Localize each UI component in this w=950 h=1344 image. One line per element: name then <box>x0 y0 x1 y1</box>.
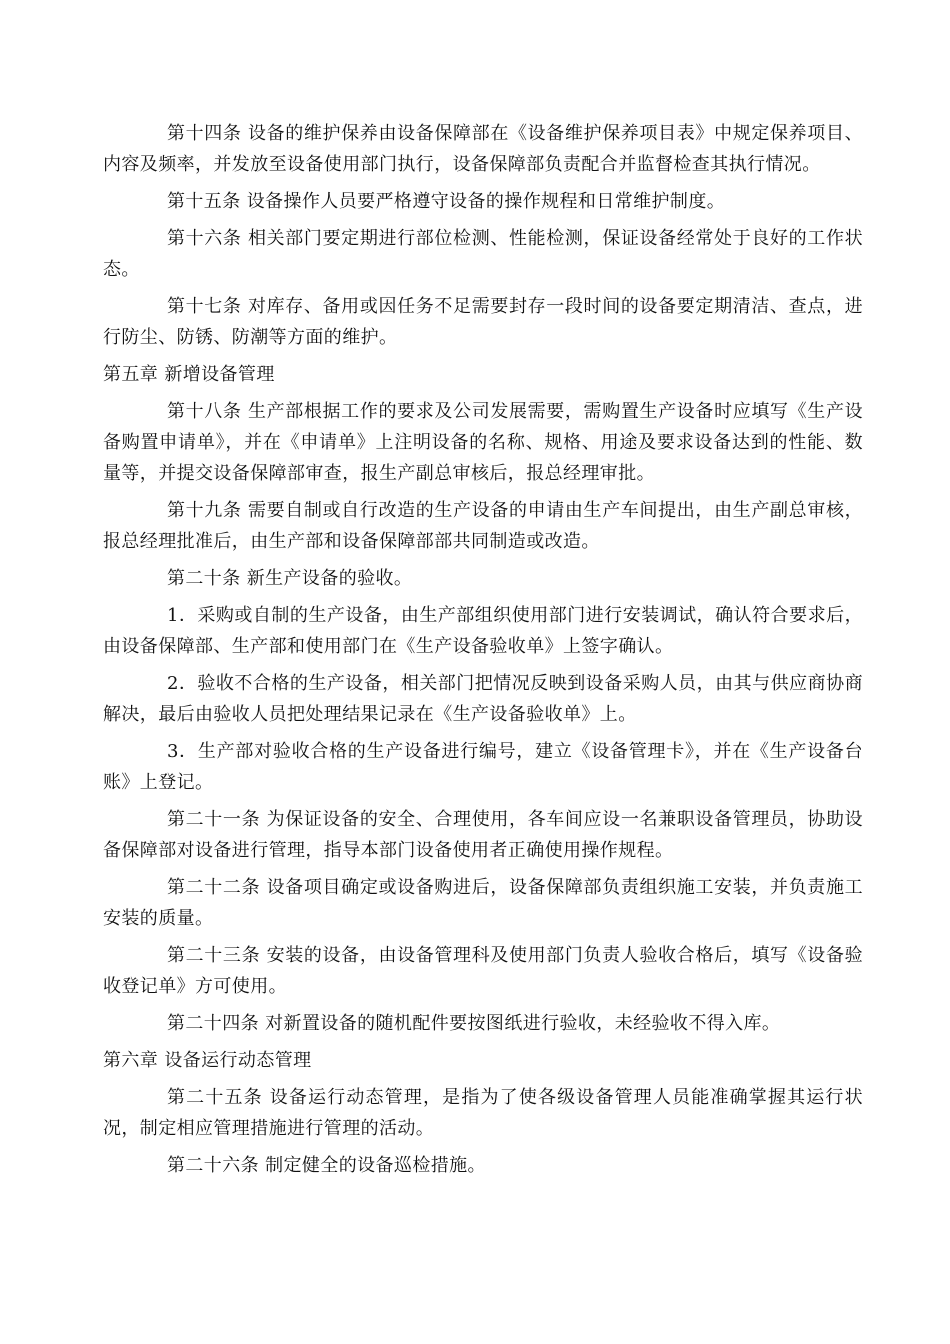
article-20-item-3: 3．生产部对验收合格的生产设备进行编号，建立《设备管理卡》，并在《生产设备台账》上登记。 <box>103 741 863 793</box>
article-20-item-1: 1．采购或自制的生产设备，由生产部组织使用部门进行安装调试，确认符合要求后，由设备保障部、生产部和使用部门在《生产设备验收单》上签字确认。 <box>103 605 863 657</box>
article-26: 第二十六条 制定健全的设备巡检措施。 <box>167 1155 486 1176</box>
chapter-6-heading: 第六章 设备运行动态管理 <box>103 1050 312 1071</box>
article-20: 第二十条 新生产设备的验收。 <box>167 568 413 589</box>
article-22: 第二十二条 设备项目确定或设备购进后，设备保障部负责组织施工安装，并负责施工安装的质量。 <box>103 877 863 929</box>
article-25: 第二十五条 设备运行动态管理，是指为了使各级设备管理人员能准确掌握其运行状况，制定相应管理措施进行管理的活动。 <box>103 1087 863 1139</box>
article-21: 第二十一条 为保证设备的安全、合理使用，各车间应设一名兼职设备管理员，协助设备保障部对设备进行管理，指导本部门设备使用者正确使用操作规程。 <box>103 809 863 861</box>
article-15: 第十五条 设备操作人员要严格遵守设备的操作规程和日常维护制度。 <box>167 191 726 212</box>
chapter-5-heading: 第五章 新增设备管理 <box>103 364 275 385</box>
article-24: 第二十四条 对新置设备的随机配件要按图纸进行验收，未经验收不得入库。 <box>167 1013 781 1034</box>
article-14: 第十四条 设备的维护保养由设备保障部在《设备维护保养项目表》中规定保养项目、内容及频率，并发放至设备使用部门执行，设备保障部负责配合并监督检查其执行情况。 <box>103 123 863 175</box>
article-19: 第十九条 需要自制或自行改造的生产设备的申请由生产车间提出，由生产副总审核，报总经理批准后，由生产部和设备保障部部共同制造或改造。 <box>103 500 863 552</box>
article-20-item-2: 2．验收不合格的生产设备，相关部门把情况反映到设备采购人员，由其与供应商协商解决，最后由验收人员把处理结果记录在《生产设备验收单》上。 <box>103 673 863 725</box>
document-body <box>103 118 863 1187</box>
article-16: 第十六条 相关部门要定期进行部位检测、性能检测，保证设备经常处于良好的工作状态。 <box>103 228 863 280</box>
article-18: 第十八条 生产部根据工作的要求及公司发展需要，需购置生产设备时应填写《生产设备购置申请单》，并在《申请单》上注明设备的名称、规格、用途及要求设备达到的性能、数量等，并提交设备保障部审查，报生产副总审核后，报总经理审批。 <box>103 401 863 484</box>
article-17: 第十七条 对库存、备用或因任务不足需要封存一段时间的设备要定期清洁、查点，进行防尘、防锈、防潮等方面的维护。 <box>103 296 863 348</box>
article-23: 第二十三条 安装的设备，由设备管理科及使用部门负责人验收合格后，填写《设备验收登记单》方可使用。 <box>103 945 863 997</box>
